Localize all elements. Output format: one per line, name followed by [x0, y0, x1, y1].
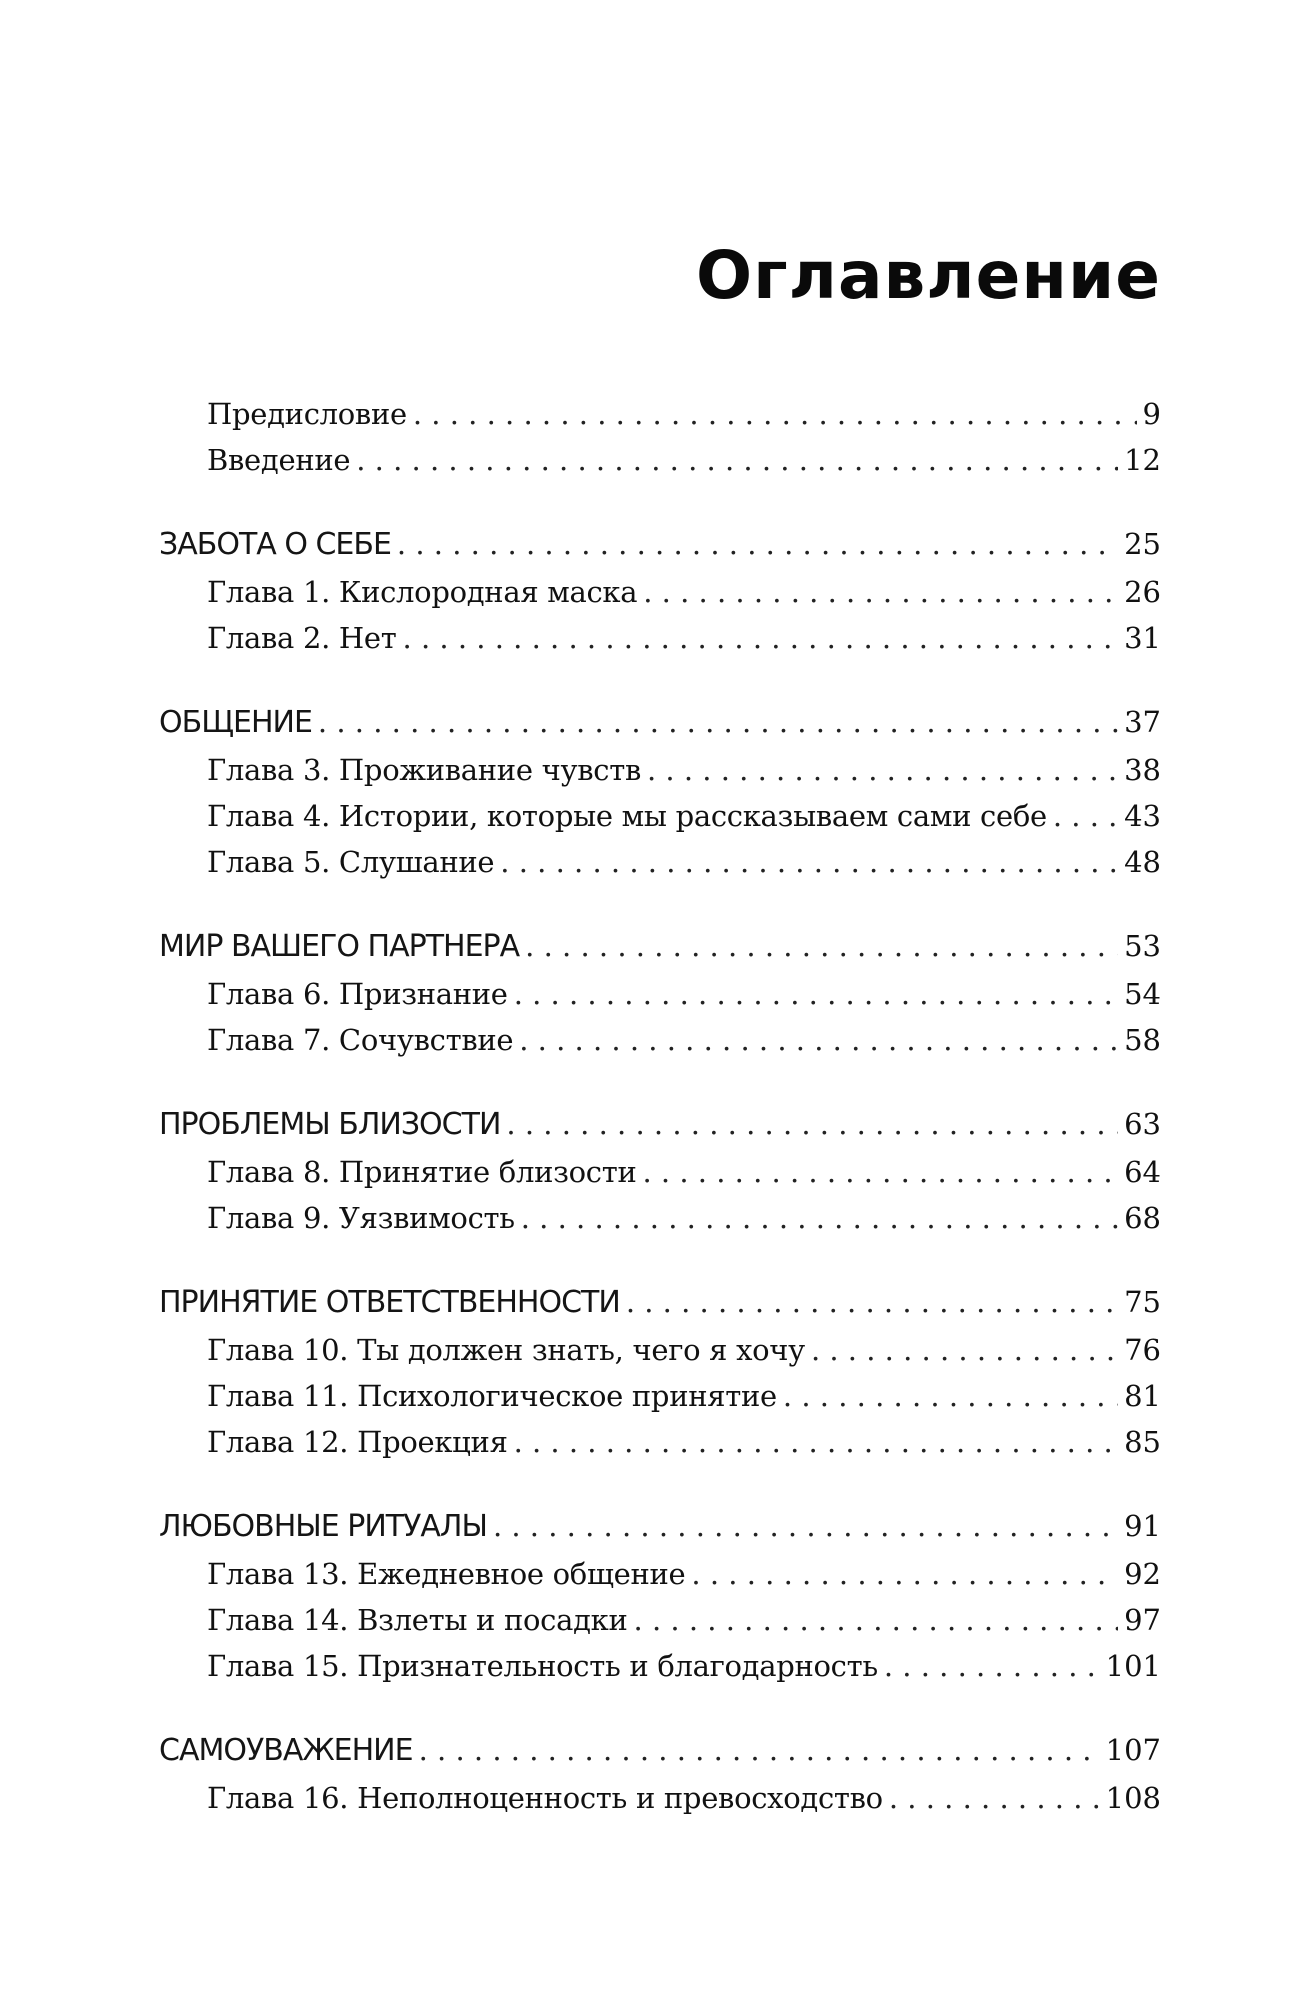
dot-leader [403, 615, 1119, 661]
toc-page-number: 64 [1124, 1155, 1161, 1189]
toc-chapter-entry[interactable] [159, 971, 1161, 1017]
toc-chapter-title: Глава 16. Неполноценность и превосходство [207, 1781, 883, 1815]
toc-chapter-title: Глава 7. Сочувствие [207, 1023, 514, 1057]
toc-entry-title: Введение [207, 443, 351, 477]
toc-section-title: ПРИНЯТИЕ ОТВЕТСТВЕННОСТИ [159, 1285, 620, 1320]
toc-chapter-title: Глава 3. Проживание чувств [207, 753, 641, 787]
dot-leader [889, 1775, 1100, 1821]
toc-section-title: МИР ВАШЕГО ПАРТНЕРА [159, 929, 520, 964]
toc-chapter-entry[interactable] [159, 793, 1161, 839]
toc-section-group [159, 1277, 1161, 1465]
toc-entry-preface[interactable] [159, 391, 1161, 437]
toc-section-group [159, 519, 1161, 661]
dot-leader [647, 747, 1118, 793]
toc-chapter-entry[interactable] [159, 1643, 1161, 1689]
toc-page-number: 63 [1124, 1107, 1161, 1141]
dot-leader [884, 1643, 1100, 1689]
dot-leader [521, 1195, 1118, 1241]
dot-leader [514, 1419, 1119, 1465]
toc-section-heading[interactable] [159, 1277, 1161, 1327]
dot-leader [514, 971, 1118, 1017]
toc-section-title: ЛЮБОВНЫЕ РИТУАЛЫ [159, 1509, 487, 1544]
dot-leader [318, 697, 1118, 747]
dot-leader [783, 1373, 1118, 1419]
toc-section-title: САМОУВАЖЕНИЕ [159, 1733, 413, 1768]
toc-chapter-entry[interactable] [159, 1597, 1161, 1643]
dot-leader [643, 569, 1118, 615]
toc-section-heading[interactable] [159, 921, 1161, 971]
toc-chapter-title: Глава 10. Ты должен знать, чего я хочу [207, 1333, 805, 1367]
toc-chapter-title: Глава 12. Проекция [207, 1425, 508, 1459]
toc-chapter-title: Глава 4. Истории, которые мы рассказываем сами себе [207, 799, 1047, 833]
toc-page-number: 91 [1124, 1509, 1161, 1543]
toc-chapter-title: Глава 13. Ежедневное общение [207, 1557, 686, 1591]
toc-chapter-title: Глава 2. Нет [207, 621, 397, 655]
toc-section-group [159, 1501, 1161, 1689]
toc-chapter-entry[interactable] [159, 1373, 1161, 1419]
toc-page-number: 58 [1124, 1023, 1161, 1057]
toc-section-title: ЗАБОТА О СЕБЕ [159, 527, 391, 562]
toc-chapter-entry[interactable] [159, 839, 1161, 885]
toc-chapter-title: Глава 14. Взлеты и посадки [207, 1603, 628, 1637]
toc-front-matter [159, 391, 1161, 483]
dot-leader [500, 839, 1118, 885]
toc-entry-title: Предисловие [207, 397, 407, 431]
dot-leader [506, 1099, 1118, 1149]
toc-page-number: 92 [1124, 1557, 1161, 1591]
toc-page-number: 26 [1124, 575, 1161, 609]
toc-page-number: 108 [1105, 1781, 1161, 1815]
toc-page-number: 53 [1124, 929, 1161, 963]
toc-chapter-entry[interactable] [159, 1327, 1161, 1373]
dot-leader [413, 391, 1137, 437]
toc-page-number: 37 [1124, 705, 1161, 739]
toc-chapter-entry[interactable] [159, 1149, 1161, 1195]
toc-section-heading[interactable] [159, 1725, 1161, 1775]
toc-section-group [159, 1725, 1161, 1821]
dot-leader [525, 921, 1118, 971]
toc-chapter-title: Глава 5. Слушание [207, 845, 495, 879]
toc-chapter-title: Глава 11. Психологическое принятие [207, 1379, 777, 1413]
toc-chapter-title: Глава 9. Уязвимость [207, 1201, 515, 1235]
toc-page-number: 107 [1105, 1733, 1161, 1767]
dot-leader [1053, 793, 1118, 839]
toc-page-number: 81 [1124, 1379, 1161, 1413]
toc-page-number: 43 [1124, 799, 1161, 833]
toc-section-group [159, 921, 1161, 1063]
dot-leader [397, 519, 1118, 569]
dot-leader [419, 1725, 1100, 1775]
toc-section-group [159, 697, 1161, 885]
dot-leader [493, 1501, 1118, 1551]
toc-page-number: 68 [1124, 1201, 1161, 1235]
toc-chapter-title: Глава 1. Кислородная маска [207, 575, 638, 609]
toc-page-number: 85 [1124, 1425, 1161, 1459]
dot-leader [811, 1327, 1118, 1373]
dot-leader [356, 437, 1118, 483]
dot-leader [626, 1277, 1118, 1327]
toc-page-number: 54 [1124, 977, 1161, 1011]
toc-chapter-entry[interactable] [159, 615, 1161, 661]
toc-section-group [159, 1099, 1161, 1241]
table-of-contents [159, 391, 1161, 1857]
toc-page-number: 25 [1124, 527, 1161, 561]
toc-chapter-entry[interactable] [159, 1017, 1161, 1063]
toc-section-heading[interactable] [159, 519, 1161, 569]
toc-section-heading[interactable] [159, 1099, 1161, 1149]
toc-chapter-entry[interactable] [159, 569, 1161, 615]
toc-page-number: 38 [1124, 753, 1161, 787]
toc-page-number: 101 [1105, 1649, 1161, 1683]
toc-chapter-title: Глава 6. Признание [207, 977, 508, 1011]
toc-section-heading[interactable] [159, 697, 1161, 747]
dot-leader [643, 1149, 1119, 1195]
toc-page-number: 9 [1142, 397, 1161, 431]
toc-section-title: ОБЩЕНИЕ [159, 705, 312, 740]
toc-page-number: 76 [1124, 1333, 1161, 1367]
toc-chapter-entry[interactable] [159, 747, 1161, 793]
toc-page-number: 97 [1124, 1603, 1161, 1637]
page-title: Оглавление [696, 237, 1161, 314]
toc-page-number: 12 [1124, 443, 1161, 477]
toc-chapter-entry[interactable] [159, 1195, 1161, 1241]
dot-leader [634, 1597, 1119, 1643]
toc-chapter-entry[interactable] [159, 1419, 1161, 1465]
toc-chapter-title: Глава 15. Признательность и благодарность [207, 1649, 878, 1683]
toc-page-number: 31 [1124, 621, 1161, 655]
toc-chapter-entry[interactable] [159, 1551, 1161, 1597]
dot-leader [691, 1551, 1118, 1597]
toc-page-number: 75 [1124, 1285, 1161, 1319]
toc-section-heading[interactable] [159, 1501, 1161, 1551]
toc-chapter-title: Глава 8. Принятие близости [207, 1155, 637, 1189]
toc-section-title: ПРОБЛЕМЫ БЛИЗОСТИ [159, 1107, 501, 1142]
toc-page-number: 48 [1124, 845, 1161, 879]
toc-chapter-entry[interactable] [159, 1775, 1161, 1821]
dot-leader [519, 1017, 1118, 1063]
toc-entry-introduction[interactable] [159, 437, 1161, 483]
